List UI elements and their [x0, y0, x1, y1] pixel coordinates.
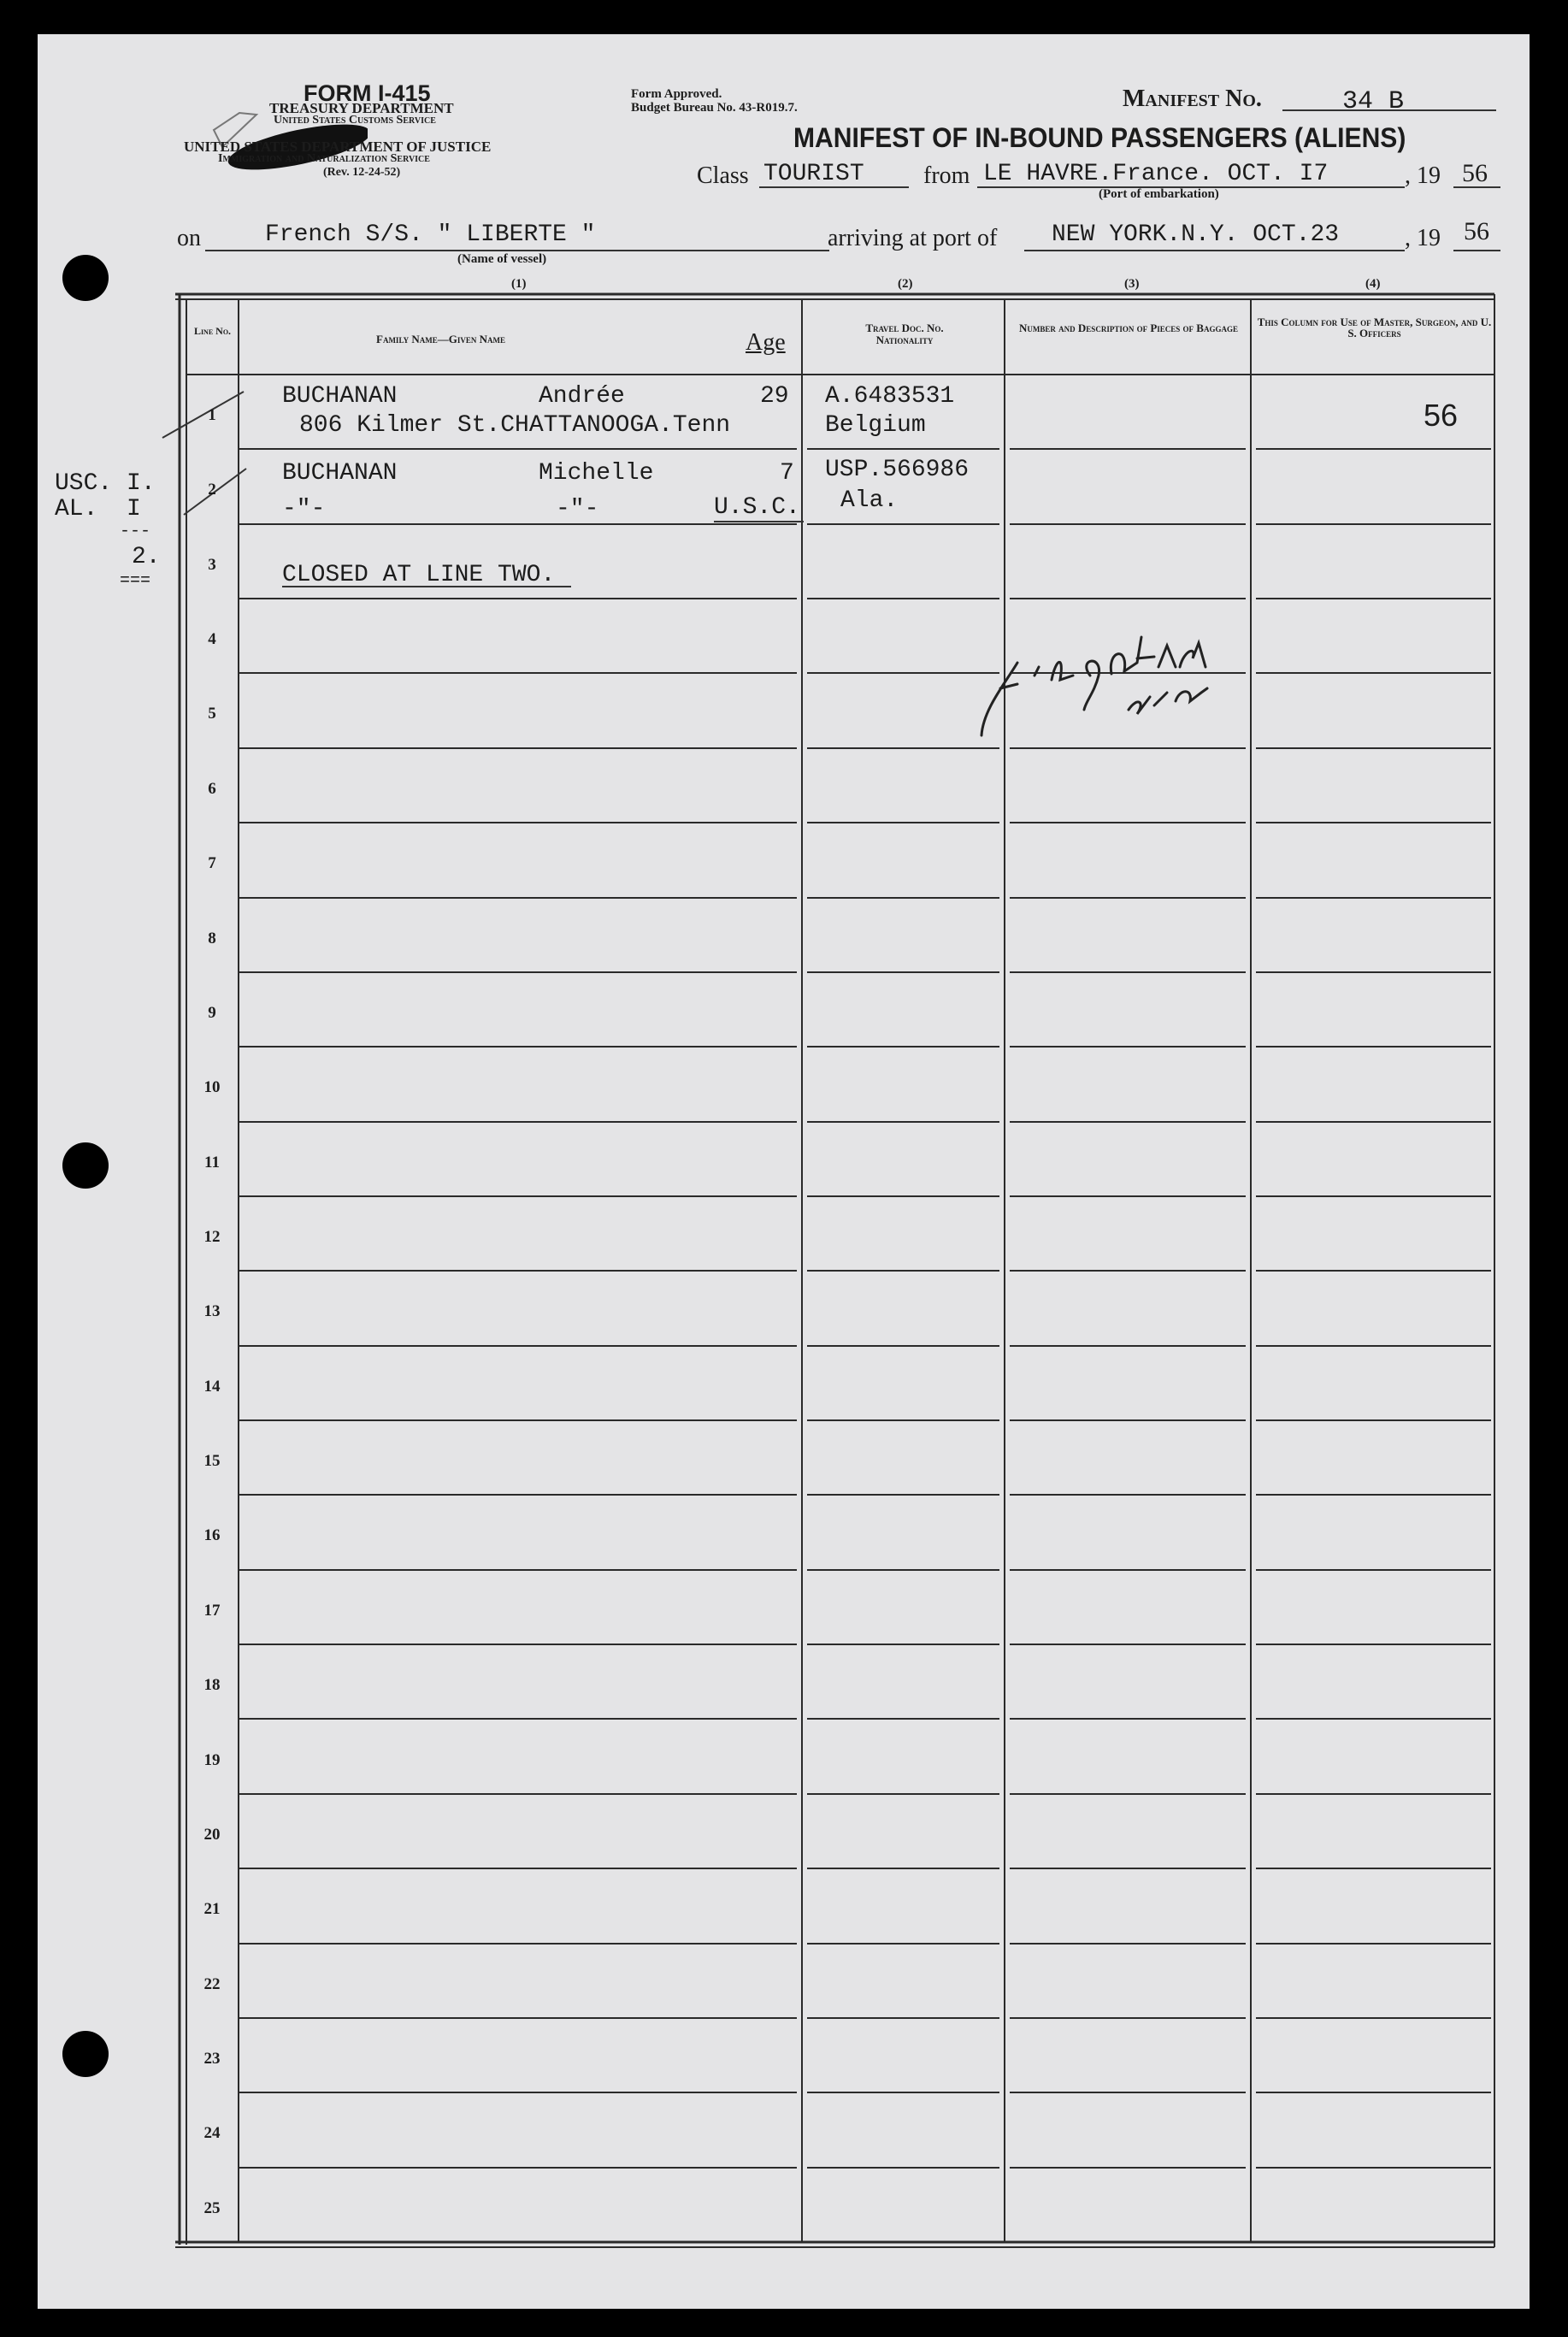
line-number: 24	[203, 2124, 221, 2142]
arriving-label: arriving at port of	[828, 225, 998, 251]
line-number: 16	[203, 1526, 221, 1544]
header-baggage: Number and Description of Pieces of Baggage	[1019, 322, 1238, 334]
form-approved: Form Approved.	[631, 87, 722, 101]
entry-1-officer-note: 56	[1424, 398, 1459, 433]
entry-1-nationality: Belgium	[825, 412, 926, 439]
arrival-value: NEW YORK.N.Y. OCT.23	[1052, 221, 1340, 248]
form-number: FORM I-415	[304, 80, 431, 106]
customs-service: United States Customs Service	[274, 114, 436, 127]
entry-1-family-name: BUCHANAN	[282, 383, 398, 410]
handwritten-signature-icon	[981, 637, 1207, 735]
vessel-value: French S/S. " LIBERTE "	[265, 221, 596, 248]
budget-bureau-number: Budget Bureau No. 43-R019.7.	[631, 101, 798, 115]
line-number: 11	[204, 1154, 220, 1171]
entry-1-age: 29	[760, 383, 789, 410]
line-number: 4	[208, 630, 216, 648]
on-label: on	[177, 225, 201, 251]
side-note-dash: ---	[120, 522, 151, 541]
year-value-2: 56	[1464, 217, 1489, 245]
line-number: 7	[208, 854, 216, 872]
line-number: 18	[203, 1676, 221, 1694]
entry-1-address: 806 Kilmer St.CHATTANOOGA.Tenn	[299, 412, 731, 439]
class-value: TOURIST	[763, 161, 864, 187]
vessel-caption: (Name of vessel)	[457, 252, 547, 266]
column-number-4: (4)	[1365, 277, 1381, 291]
side-note-al: AL. I	[55, 496, 141, 522]
line-number: 5	[208, 705, 216, 723]
from-label: from	[923, 162, 970, 189]
entry-2-ditto-given: -"-	[556, 496, 599, 522]
line-number: 13	[203, 1302, 221, 1320]
line-number: 17	[203, 1602, 221, 1620]
line-number: 20	[203, 1826, 221, 1844]
header-travel-doc: Travel Doc. No. Nationality	[865, 322, 944, 346]
line-number: 22	[203, 1975, 221, 1993]
line-number: 10	[203, 1078, 221, 1096]
header-officers-use: This Column for Use of Master, Surgeon, and U. S. Officers	[1257, 316, 1492, 339]
side-note-usc: USC. I.	[55, 470, 156, 497]
line-number: 21	[203, 1900, 221, 1918]
entry-2-given-name: Michelle	[539, 460, 654, 487]
port-of-embarkation-caption: (Port of embarkation)	[1099, 187, 1219, 201]
form-revision: (Rev. 12-24-52)	[323, 166, 401, 179]
entry-1-given-name: Andrée	[539, 383, 625, 410]
from-value: LE HAVRE.France. OCT. I7	[983, 161, 1329, 187]
entry-2-ditto-family: -"-	[282, 496, 326, 522]
manifest-number-label: Manifest No.	[1123, 86, 1262, 112]
line-number: 9	[208, 1004, 216, 1022]
entry-2-citizenship: U.S.C.	[714, 494, 800, 521]
line-number: 6	[208, 780, 216, 798]
manifest-title: MANIFEST OF IN-BOUND PASSENGERS (ALIENS)	[793, 122, 1406, 153]
treasury-department: TREASURY DEPARTMENT	[269, 100, 454, 116]
line-number: 3	[208, 556, 216, 574]
line-number: 2	[208, 481, 216, 499]
year-prefix-2: , 19	[1405, 225, 1441, 251]
header-line-no: Line No.	[193, 325, 232, 337]
year-value-1: 56	[1462, 159, 1488, 187]
line-number: 14	[203, 1378, 221, 1396]
line-number: 12	[203, 1228, 221, 1246]
entry-2-age: 7	[780, 460, 794, 487]
header-age: Age	[746, 329, 786, 356]
column-number-1: (1)	[511, 277, 527, 291]
ins-service: Immigration and Naturalization Service	[218, 152, 430, 165]
line-number: 15	[203, 1452, 221, 1470]
entry-2-travel-doc: USP.566986	[825, 457, 970, 483]
side-note-double: ===	[120, 571, 151, 591]
line-number: 25	[203, 2199, 221, 2217]
line-number: 19	[203, 1751, 221, 1769]
entry-2-nationality: Ala.	[840, 487, 899, 514]
closing-note: CLOSED AT LINE TWO.	[282, 562, 556, 588]
year-prefix-1: , 19	[1405, 162, 1441, 189]
line-number: 23	[203, 2050, 221, 2068]
manifest-number-value: 34 B	[1342, 87, 1405, 116]
header-family-name: Family Name—Given Name	[376, 333, 506, 345]
line-number: 1	[208, 406, 216, 424]
side-note-total: 2.	[132, 544, 161, 570]
line-number: 8	[208, 929, 216, 947]
entry-2-family-name: BUCHANAN	[282, 460, 398, 487]
column-number-3: (3)	[1124, 277, 1140, 291]
class-label: Class	[697, 162, 749, 189]
column-number-2: (2)	[898, 277, 913, 291]
department-of-justice: UNITED STATES DEPARTMENT OF JUSTICE	[184, 139, 492, 155]
entry-1-travel-doc: A.6483531	[825, 383, 955, 410]
